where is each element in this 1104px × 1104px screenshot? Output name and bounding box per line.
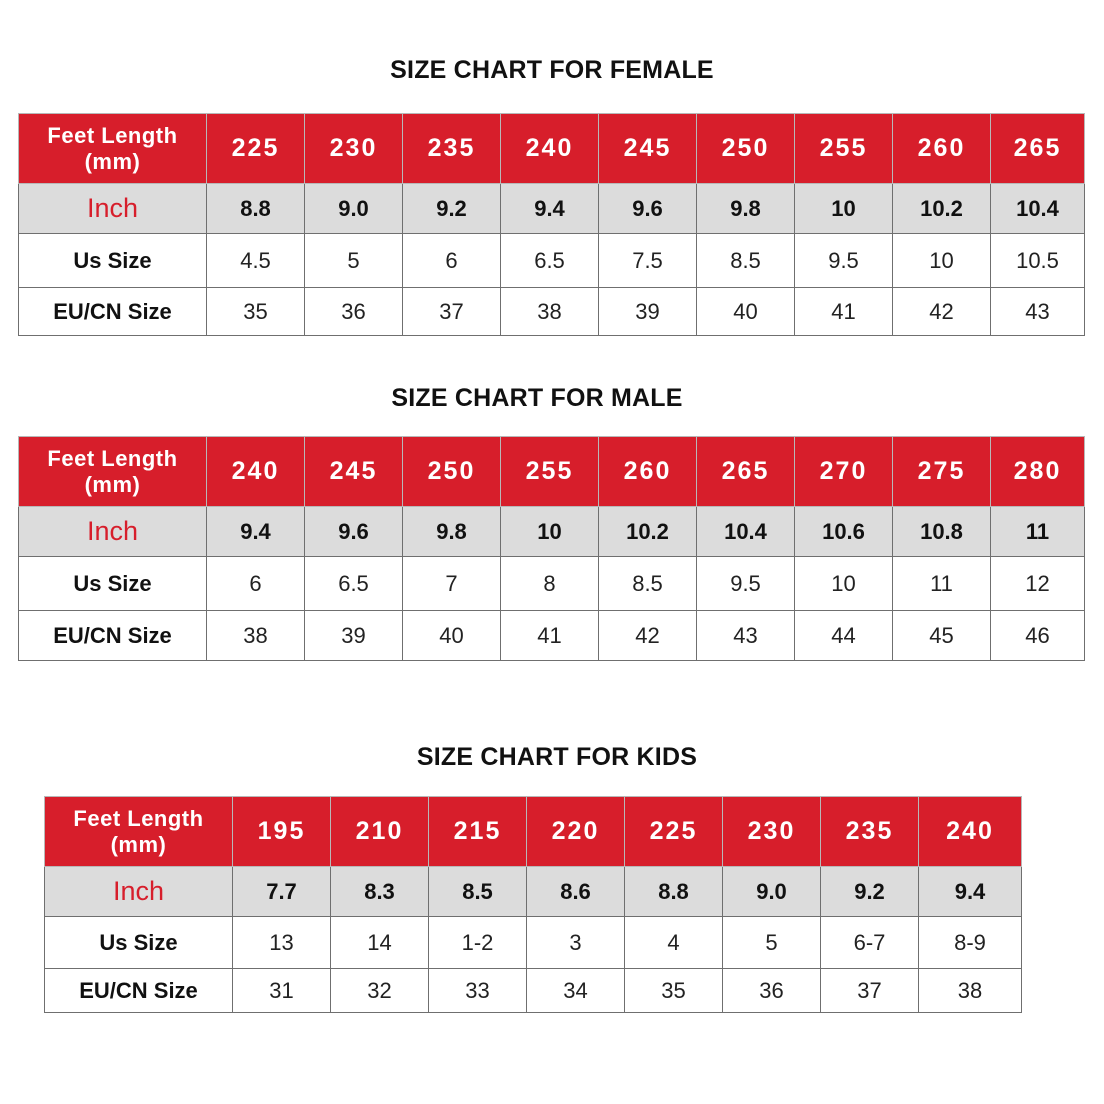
us-size-row — [19, 234, 1085, 288]
feet-length-cell: 240 — [501, 114, 599, 184]
eu-cn-size-cell: 40 — [403, 611, 501, 661]
feet-length-cell: 255 — [795, 114, 893, 184]
feet-length-unit: (mm) — [84, 148, 141, 174]
eu-cn-size-cell: 46 — [991, 611, 1085, 661]
us-size-cell: 7 — [403, 557, 501, 611]
eu-cn-size-cell: 37 — [403, 288, 501, 336]
feet-length-cell: 210 — [331, 797, 429, 867]
feet-length-cell: 235 — [403, 114, 501, 184]
inch-cell: 8.3 — [331, 867, 429, 917]
inch-row — [19, 507, 1085, 557]
eu-cn-size-cell: 43 — [991, 288, 1085, 336]
feet-length-unit: (mm) — [110, 831, 167, 857]
us-size-cell: 14 — [331, 917, 429, 969]
inch-cell: 9.8 — [403, 507, 501, 557]
eu-cn-size-cell: 39 — [599, 288, 697, 336]
feet-length-cell: 230 — [305, 114, 403, 184]
feet-length-cell: 260 — [599, 437, 697, 507]
inch-cell: 8.6 — [527, 867, 625, 917]
eu-cn-size-row — [19, 611, 1085, 661]
feet-length-cell: 265 — [697, 437, 795, 507]
us-size-label: Us Size — [19, 557, 207, 611]
us-size-cell: 13 — [233, 917, 331, 969]
eu-cn-size-cell: 36 — [305, 288, 403, 336]
feet-length-cell: 230 — [723, 797, 821, 867]
eu-cn-size-cell: 38 — [501, 288, 599, 336]
feet-length-cell: 195 — [233, 797, 331, 867]
inch-cell: 10.6 — [795, 507, 893, 557]
us-size-cell: 9.5 — [697, 557, 795, 611]
feet-length-text: Feet Length — [73, 805, 204, 831]
eu-cn-size-cell: 40 — [697, 288, 795, 336]
feet-length-cell: 240 — [207, 437, 305, 507]
eu-cn-size-cell: 42 — [599, 611, 697, 661]
feet-length-text: Feet Length — [47, 122, 178, 148]
us-size-cell: 8 — [501, 557, 599, 611]
eu-cn-size-cell: 38 — [919, 969, 1022, 1013]
feet-length-cell: 265 — [991, 114, 1085, 184]
feet-length-row — [19, 114, 1085, 184]
feet-length-cell: 235 — [821, 797, 919, 867]
feet-length-cell: 245 — [599, 114, 697, 184]
us-size-cell: 5 — [723, 917, 821, 969]
inch-label: Inch — [19, 507, 207, 557]
inch-cell: 9.2 — [821, 867, 919, 917]
eu-cn-size-cell: 45 — [893, 611, 991, 661]
us-size-cell: 9.5 — [795, 234, 893, 288]
eu-cn-size-row — [45, 969, 1022, 1013]
inch-label: Inch — [19, 184, 207, 234]
eu-cn-size-cell: 31 — [233, 969, 331, 1013]
feet-length-cell: 250 — [697, 114, 795, 184]
feet-length-cell: 215 — [429, 797, 527, 867]
us-size-cell: 5 — [305, 234, 403, 288]
inch-cell: 8.5 — [429, 867, 527, 917]
feet-length-cell: 250 — [403, 437, 501, 507]
eu-cn-size-cell: 32 — [331, 969, 429, 1013]
inch-cell: 8.8 — [207, 184, 305, 234]
feet-length-text: Feet Length — [47, 445, 178, 471]
male-size-table — [18, 436, 1085, 661]
feet-length-cell: 245 — [305, 437, 403, 507]
eu-cn-size-label: EU/CN Size — [45, 969, 233, 1013]
us-size-row — [19, 557, 1085, 611]
feet-length-label — [19, 437, 207, 507]
eu-cn-size-cell: 39 — [305, 611, 403, 661]
us-size-cell: 7.5 — [599, 234, 697, 288]
feet-length-cell: 280 — [991, 437, 1085, 507]
feet-length-row — [45, 797, 1022, 867]
feet-length-cell: 225 — [207, 114, 305, 184]
eu-cn-size-cell: 36 — [723, 969, 821, 1013]
inch-cell: 10.2 — [893, 184, 991, 234]
us-size-cell: 1-2 — [429, 917, 527, 969]
eu-cn-size-cell: 33 — [429, 969, 527, 1013]
us-size-row — [45, 917, 1022, 969]
feet-length-cell: 240 — [919, 797, 1022, 867]
inch-cell: 8.8 — [625, 867, 723, 917]
feet-length-cell: 275 — [893, 437, 991, 507]
eu-cn-size-cell: 35 — [625, 969, 723, 1013]
male-chart-title: SIZE CHART FOR MALE — [391, 384, 683, 412]
eu-cn-size-cell: 42 — [893, 288, 991, 336]
us-size-cell: 6.5 — [501, 234, 599, 288]
eu-cn-size-row — [19, 288, 1085, 336]
female-chart-title: SIZE CHART FOR FEMALE — [390, 56, 714, 84]
us-size-cell: 6-7 — [821, 917, 919, 969]
inch-cell: 9.0 — [305, 184, 403, 234]
us-size-cell: 6 — [403, 234, 501, 288]
us-size-cell: 6 — [207, 557, 305, 611]
feet-length-label — [19, 114, 207, 184]
inch-cell: 10.4 — [697, 507, 795, 557]
kids-size-table — [44, 796, 1022, 1013]
us-size-cell: 10.5 — [991, 234, 1085, 288]
us-size-cell: 10 — [893, 234, 991, 288]
inch-cell: 7.7 — [233, 867, 331, 917]
feet-length-cell: 260 — [893, 114, 991, 184]
inch-cell: 9.2 — [403, 184, 501, 234]
inch-cell: 9.8 — [697, 184, 795, 234]
us-size-cell: 10 — [795, 557, 893, 611]
us-size-cell: 11 — [893, 557, 991, 611]
kids-chart-title: SIZE CHART FOR KIDS — [416, 743, 698, 771]
us-size-cell: 4 — [625, 917, 723, 969]
inch-row — [19, 184, 1085, 234]
us-size-label: Us Size — [19, 234, 207, 288]
inch-cell: 9.0 — [723, 867, 821, 917]
feet-length-cell: 270 — [795, 437, 893, 507]
inch-cell: 10 — [501, 507, 599, 557]
feet-length-cell: 220 — [527, 797, 625, 867]
feet-length-cell: 225 — [625, 797, 723, 867]
feet-length-row — [19, 437, 1085, 507]
us-size-cell: 12 — [991, 557, 1085, 611]
eu-cn-size-label: EU/CN Size — [19, 611, 207, 661]
inch-cell: 11 — [991, 507, 1085, 557]
eu-cn-size-cell: 38 — [207, 611, 305, 661]
inch-cell: 9.4 — [501, 184, 599, 234]
inch-cell: 10.2 — [599, 507, 697, 557]
inch-cell: 10.4 — [991, 184, 1085, 234]
inch-cell: 9.4 — [207, 507, 305, 557]
feet-length-unit: (mm) — [84, 471, 141, 497]
us-size-cell: 8.5 — [697, 234, 795, 288]
eu-cn-size-cell: 34 — [527, 969, 625, 1013]
inch-cell: 9.4 — [919, 867, 1022, 917]
eu-cn-size-cell: 41 — [501, 611, 599, 661]
eu-cn-size-cell: 44 — [795, 611, 893, 661]
eu-cn-size-cell: 43 — [697, 611, 795, 661]
us-size-cell: 8.5 — [599, 557, 697, 611]
feet-length-cell: 255 — [501, 437, 599, 507]
eu-cn-size-cell: 37 — [821, 969, 919, 1013]
inch-row — [45, 867, 1022, 917]
us-size-label: Us Size — [45, 917, 233, 969]
us-size-cell: 6.5 — [305, 557, 403, 611]
female-size-table — [18, 113, 1085, 336]
inch-cell: 10.8 — [893, 507, 991, 557]
us-size-cell: 8-9 — [919, 917, 1022, 969]
inch-label: Inch — [45, 867, 233, 917]
eu-cn-size-cell: 35 — [207, 288, 305, 336]
eu-cn-size-label: EU/CN Size — [19, 288, 207, 336]
inch-cell: 9.6 — [305, 507, 403, 557]
inch-cell: 9.6 — [599, 184, 697, 234]
eu-cn-size-cell: 41 — [795, 288, 893, 336]
us-size-cell: 3 — [527, 917, 625, 969]
us-size-cell: 4.5 — [207, 234, 305, 288]
inch-cell: 10 — [795, 184, 893, 234]
feet-length-label — [45, 797, 233, 867]
